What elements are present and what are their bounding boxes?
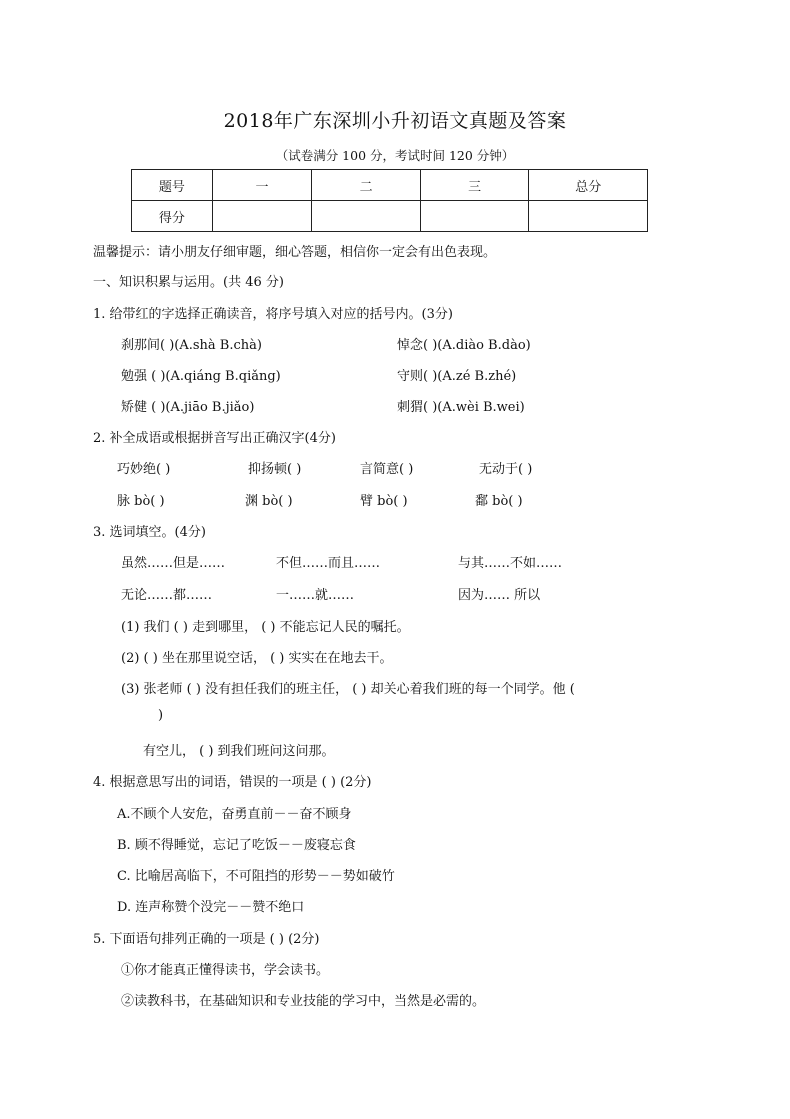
q2-item: 抑扬顿( ) — [248, 462, 302, 477]
score-table-score-row — [132, 201, 648, 232]
q3-word-option: 因为…… 所以 — [458, 588, 541, 603]
q1-item: 矫健 ( )(A.jiāo B.jiǎo) — [121, 400, 255, 415]
q2-item: 臂 bò( ) — [360, 494, 408, 509]
q3-sentence: 有空儿， ( ) 到我们班问这问那。 — [143, 744, 335, 759]
q3-word-option: 一……就…… — [276, 588, 355, 603]
q4-option: C. 比喻居高临下，不可阻挡的形势－－势如破竹 — [117, 869, 395, 884]
q4-option: B. 顾不得睡觉，忘记了吃饭－－废寝忘食 — [117, 838, 356, 853]
page-title: 2018年广东深圳小升初语文真题及答案 — [223, 110, 567, 132]
q3-word-option: 虽然……但是…… — [121, 556, 226, 571]
q3-word-option: 与其……不如…… — [458, 556, 563, 571]
q2-item: 巧妙绝( ) — [117, 462, 171, 477]
q1-item: 刹那间( )(A.shà B.chà) — [121, 338, 262, 353]
q2-item: 言简意( ) — [360, 462, 414, 477]
tip-text: 温馨提示：请小朋友仔细审题，细心答题，相信你一定会有出色表现。 — [93, 245, 497, 260]
q4-option: A.不顾个人安危，奋勇直前－－奋不顾身 — [117, 807, 352, 822]
q3-word-option: 无论……都…… — [121, 588, 213, 603]
score-cell[interactable] — [312, 201, 421, 232]
q5-sentence: ①你才能真正懂得读书，学会读书。 — [121, 963, 330, 978]
q4-option: D. 连声称赞个没完－－赞不绝口 — [117, 900, 305, 915]
score-header-cell: 一 — [212, 170, 312, 201]
exam-info: （试卷满分 100 分，考试时间 120 分钟） — [275, 148, 515, 163]
score-header-cell: 三 — [420, 170, 529, 201]
q3-sentence: (1) 我们 ( ) 走到哪里， ( ) 不能忘记人民的嘱托。 — [121, 620, 410, 635]
q3-word-option: 不但……而且…… — [276, 556, 381, 571]
question-5-prompt: 5. 下面语句排列正确的一项是 ( ) (2分) — [93, 932, 320, 947]
q3-sentence: (3) 张老师 ( ) 没有担任我们的班主任， ( ) 却关心着我们班的每一个同学。他 ( — [121, 682, 575, 697]
score-header-cell: 二 — [312, 170, 421, 201]
question-1-prompt: 1. 给带红的字选择正确读音，将序号填入对应的括号内。(3分) — [93, 307, 453, 322]
question-3-prompt: 3. 选词填空。(4分) — [93, 525, 206, 540]
score-cell[interactable] — [212, 201, 312, 232]
q1-item: 刺猬( )(A.wèi B.wei) — [397, 400, 525, 415]
q2-item: 无动于( ) — [479, 462, 533, 477]
q1-item: 守则( )(A.zé B.zhé) — [397, 369, 517, 384]
q3-sentence-wrap: ) — [158, 708, 164, 723]
section-heading: 一、知识积累与运用。(共 46 分) — [93, 275, 284, 290]
q3-sentence: (2) ( ) 坐在那里说空话， ( ) 实实在在地去干。 — [121, 651, 393, 666]
score-table — [131, 169, 648, 232]
score-cell[interactable] — [420, 201, 529, 232]
q1-item: 悼念( )(A.diào B.dào) — [397, 338, 531, 353]
q2-item: 脉 bò( ) — [117, 494, 165, 509]
score-header-cell: 题号 — [132, 170, 213, 201]
q2-item: 渊 bò( ) — [245, 494, 293, 509]
score-row-label: 得分 — [132, 201, 213, 232]
question-4-prompt: 4. 根据意思写出的词语，错误的一项是 ( ) (2分) — [93, 775, 372, 790]
score-header-cell: 总分 — [529, 170, 648, 201]
score-cell[interactable] — [529, 201, 648, 232]
q2-item: 鄱 bò( ) — [475, 494, 523, 509]
q1-item: 勉强 ( )(A.qiáng B.qiǎng) — [121, 369, 281, 384]
score-table-header-row — [132, 170, 648, 201]
q5-sentence: ②读教科书，在基础知识和专业技能的学习中，当然是必需的。 — [121, 994, 486, 1009]
question-2-prompt: 2. 补全成语或根据拼音写出正确汉字(4分) — [93, 431, 336, 446]
